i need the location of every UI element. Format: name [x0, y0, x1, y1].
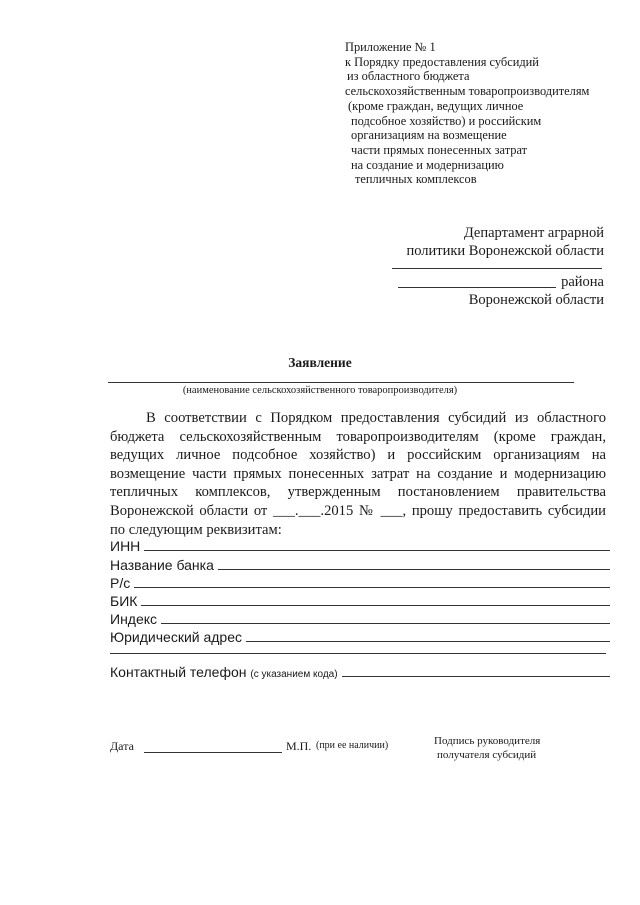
appendix-line: на создание и модернизацию [351, 157, 504, 172]
stamp-label: М.П. [286, 739, 312, 753]
document-title: Заявление [288, 355, 352, 370]
appendix-line: тепличных комплексов [355, 172, 477, 187]
inn-line[interactable] [144, 550, 610, 551]
legal-address-line[interactable] [246, 641, 610, 642]
appendix-line: сельскохозяйственным товаропроизводителям [345, 84, 590, 99]
appendix-line: подсобное хозяйство) и российским [351, 113, 542, 128]
appendix-line: части прямых понесенных затрат [351, 142, 528, 157]
stamp-note: (при ее наличии) [316, 740, 389, 751]
phone-line[interactable] [342, 676, 610, 677]
index-label: Индекс [110, 611, 158, 627]
addressee-blank-line[interactable] [392, 268, 602, 269]
account-field[interactable] [110, 575, 610, 591]
applicant-name-caption: (наименование сельскохозяйственного товаропроизводителя) [182, 385, 458, 396]
applicant-name-line[interactable] [108, 382, 574, 383]
addressee-line-1: Департамент аграрной [463, 225, 604, 241]
appendix-line: Приложение № 1 [345, 40, 436, 54]
signature-line-1: Подпись руководителя [434, 735, 541, 747]
appendix-line: (кроме граждан, ведущих личное [348, 98, 524, 113]
body-text: В соответствии с Порядком предоставления субсидий из областного бюджета сельскохозяйственным товаропроизводителям (кроме граждан, ведущих личное подсобное хозяйство) и российским организациям на возмещение части прямых понесенных затрат на создание и модернизацию тепличных комплексов, утвержденным постановлением правительства Воронежской области от ___.___.2015 № ___, прошу предоставить субсидии по следующим реквизитам: [110, 410, 606, 538]
account-line[interactable] [134, 587, 610, 588]
appendix-line: организациям на возмещение [351, 128, 507, 143]
signature-line-2: получателя субсидий [437, 749, 537, 761]
appendix-line: к Порядку предоставления субсидий [345, 54, 539, 69]
appendix-line: из областного бюджета [347, 69, 470, 84]
addressee-line-2: политики Воронежской области [406, 243, 604, 259]
bank-label: Название банка [110, 557, 214, 573]
index-field[interactable] [110, 611, 610, 627]
index-line[interactable] [161, 623, 610, 624]
bik-field[interactable] [110, 593, 610, 609]
body-paragraph [110, 409, 606, 539]
appendix-header [345, 40, 589, 187]
legal-address-field[interactable] [110, 629, 610, 645]
inn-field[interactable] [110, 538, 610, 554]
district-suffix: района [561, 274, 604, 290]
date-line[interactable] [144, 752, 282, 753]
date-label: Дата [110, 739, 134, 753]
bank-field[interactable] [110, 557, 610, 573]
bik-line[interactable] [141, 605, 610, 606]
legal-address-continuation-line[interactable] [110, 653, 606, 654]
legal-address-label: Юридический адрес [110, 629, 243, 645]
addressee-region: Воронежской области [468, 292, 604, 308]
bik-label: БИК [110, 593, 138, 609]
bank-line[interactable] [218, 569, 610, 570]
account-label: Р/с [110, 575, 131, 591]
inn-label: ИНН [110, 538, 141, 554]
district-blank-line[interactable] [398, 287, 556, 288]
phone-label: Контактный телефон [110, 664, 247, 680]
phone-note: (с указанием кода) [250, 669, 338, 680]
phone-field[interactable] [110, 664, 610, 680]
